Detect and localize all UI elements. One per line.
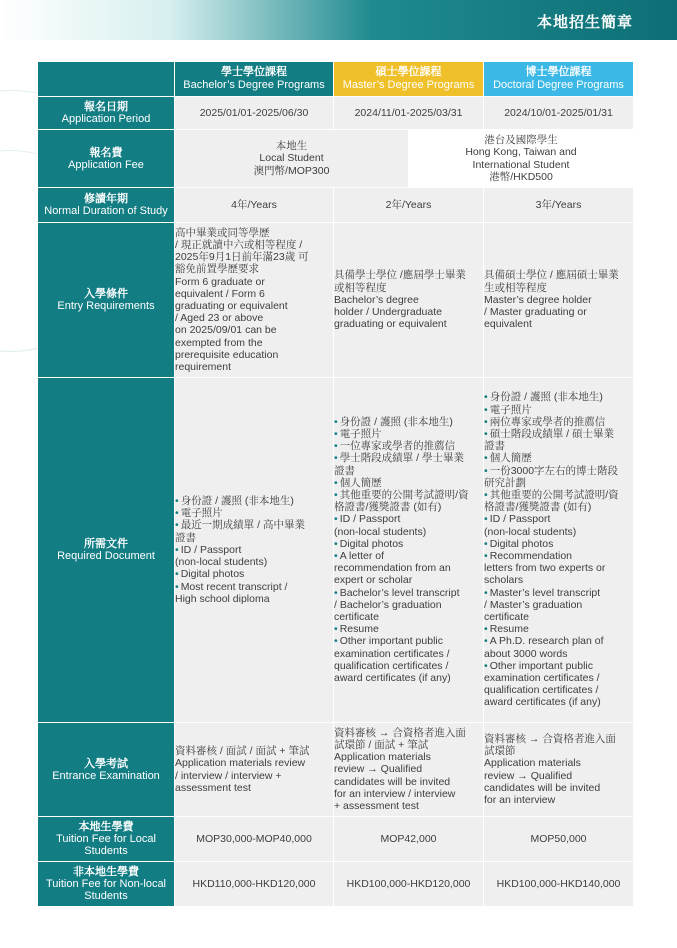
document-item: • 其他重要的公開考試證明/資 bbox=[484, 489, 633, 501]
tuition-local-row bbox=[38, 817, 634, 862]
master-exam bbox=[334, 723, 484, 817]
row-header-zh: 入學條件 bbox=[84, 288, 128, 300]
master-tuition-local: MOP42,000 bbox=[334, 817, 484, 862]
document-item: • 身份證 / 護照 (非本地生) bbox=[175, 495, 333, 507]
text-line: Master’s degree holder bbox=[484, 293, 592, 306]
text-line: candidates will be invited bbox=[334, 775, 451, 788]
text-line: Application materials review bbox=[175, 757, 306, 770]
document-item-continuation: (non-local students) bbox=[484, 525, 577, 538]
row-header-en: Entry Requirements bbox=[57, 300, 155, 312]
admission-table bbox=[37, 61, 634, 907]
document-item-continuation: 證書 bbox=[334, 464, 355, 477]
document-item: • 身份證 / 護照 (非本地生) bbox=[334, 416, 483, 428]
entrance-exam-row bbox=[38, 723, 634, 817]
document-item-continuation: (non-local students) bbox=[175, 556, 268, 569]
row-header-zh: 非本地生學費 bbox=[73, 866, 139, 878]
document-item: • 電子照片 bbox=[175, 507, 333, 519]
document-item: • Digital photos bbox=[175, 568, 333, 580]
document-item: • Resume bbox=[334, 623, 483, 635]
doctoral-tuition-local: MOP50,000 bbox=[484, 817, 634, 862]
document-item-continuation: / Bachelor’s graduation bbox=[334, 598, 442, 611]
document-item: • Other important public bbox=[484, 660, 633, 672]
text-line: / 現正就讀中六或相等程度 / bbox=[175, 238, 303, 251]
row-header-en: Application Period bbox=[61, 113, 151, 125]
document-item-continuation: certificate bbox=[334, 611, 379, 624]
row-header-zh: 本地生學費 bbox=[78, 821, 134, 833]
document-item: • Master’s level transcript bbox=[484, 587, 633, 599]
document-item: • Recommendation bbox=[484, 550, 633, 562]
bachelor-title-zh: 學士學位課程 bbox=[221, 66, 287, 78]
text-line: prerequisite education bbox=[175, 348, 279, 361]
document-item: • Bachelor’s level transcript bbox=[334, 587, 483, 599]
document-item-continuation: 格證書/獲獎證書 (如有) bbox=[334, 501, 442, 514]
document-item-continuation: recommendation from an bbox=[334, 562, 451, 575]
page-title: 本地招生簡章 bbox=[536, 14, 633, 31]
bachelor-tuition-nonlocal: HKD110,000-HKD120,000 bbox=[175, 862, 334, 907]
document-item: • 一位專家或學者的推薦信 bbox=[334, 440, 483, 452]
required-documents-row bbox=[38, 378, 634, 723]
master-duration: 2年/Years bbox=[334, 188, 484, 223]
document-item: • 最近一期成績單 / 高中畢業 bbox=[175, 519, 333, 531]
document-item: • Digital photos bbox=[484, 538, 633, 550]
row-header-duration bbox=[38, 188, 175, 223]
document-item-continuation: expert or scholar bbox=[334, 574, 413, 587]
text-line: 2025年9月1日前年滿23歲 可 bbox=[175, 251, 309, 264]
document-item: • 個人簡歷 bbox=[334, 477, 483, 489]
text-line: review → Qualified bbox=[484, 769, 573, 782]
row-header-en: Required Document bbox=[57, 550, 155, 562]
bachelor-exam bbox=[175, 723, 334, 817]
document-item: • 碩士階段成績單 / 碩士畢業 bbox=[484, 428, 633, 440]
document-item: • Most recent transcript / bbox=[175, 581, 333, 593]
text-line: / interview / interview + bbox=[175, 769, 282, 782]
text-line: 高中畢業或同等學歷 bbox=[175, 226, 270, 239]
text-line: graduating or equivalent bbox=[175, 300, 288, 312]
document-item: • Other important public bbox=[334, 635, 483, 647]
fee-line: Hong Kong, Taiwan and bbox=[465, 146, 577, 159]
document-item-continuation: 格證書/獲獎證書 (如有) bbox=[484, 501, 592, 514]
text-line: 資料審核 → 合資格者進入面 bbox=[334, 726, 466, 739]
text-line: 試環節 bbox=[484, 745, 516, 758]
document-item: • ID / Passport bbox=[484, 513, 633, 525]
doctoral-duration: 3年/Years bbox=[484, 188, 634, 223]
row-header-fee bbox=[38, 130, 175, 188]
application-fee-row bbox=[38, 130, 634, 188]
corner-cell bbox=[38, 62, 175, 97]
document-item: • 兩位專家或學者的推薦信 bbox=[484, 416, 633, 428]
text-line: / Aged 23 or above bbox=[175, 312, 264, 325]
text-line: 生或相等程度 bbox=[484, 281, 548, 294]
doctoral-period: 2024/10/01-2025/01/31 bbox=[484, 97, 634, 130]
master-docs bbox=[334, 378, 484, 723]
entry-requirements-row bbox=[38, 223, 634, 378]
text-line: / Master graduating or bbox=[484, 306, 587, 319]
bachelor-entry bbox=[175, 223, 334, 378]
bachelor-docs bbox=[175, 378, 334, 723]
text-line: equivalent / Form 6 bbox=[175, 287, 265, 300]
text-line: graduating or equivalent bbox=[334, 318, 447, 331]
fee-line: Local Student bbox=[259, 152, 324, 165]
text-line: assessment test bbox=[175, 781, 251, 794]
doctoral-header bbox=[484, 62, 634, 97]
document-item: • 電子照片 bbox=[484, 404, 633, 416]
document-item: • ID / Passport bbox=[175, 544, 333, 556]
text-line: 或相等程度 bbox=[334, 281, 387, 294]
row-header-tuition-nonlocal bbox=[38, 862, 175, 907]
document-item-continuation: about 3000 words bbox=[484, 647, 568, 660]
document-item: • A letter of bbox=[334, 550, 483, 562]
row-header-exam bbox=[38, 723, 175, 817]
text-line: Application materials bbox=[484, 757, 581, 770]
row-header-zh: 所需文件 bbox=[84, 538, 128, 550]
row-header-zh: 入學考試 bbox=[84, 757, 128, 770]
duration-row bbox=[38, 188, 634, 223]
text-line: requirement bbox=[175, 361, 232, 374]
document-item-continuation: examination certificates / bbox=[334, 647, 450, 660]
row-header-zh: 報名費 bbox=[89, 146, 123, 159]
doctoral-tuition-nonlocal: HKD100,000-HKD140,000 bbox=[484, 862, 634, 907]
row-header-docs bbox=[38, 378, 175, 723]
program-header-row bbox=[38, 62, 634, 97]
text-line: for an interview bbox=[484, 793, 556, 806]
text-line: 具備學士學位 /應屆學士畢業 bbox=[334, 269, 466, 282]
text-line: Application materials bbox=[334, 751, 431, 764]
row-header-tuition-local bbox=[38, 817, 175, 862]
text-line: 試環節 / 面試 + 筆試 bbox=[334, 738, 429, 751]
document-item-continuation: 證書 bbox=[484, 440, 506, 453]
document-item-continuation: scholars bbox=[484, 574, 524, 587]
doctoral-title-en: Doctoral Degree Programs bbox=[493, 79, 624, 91]
document-item: • 個人簡歷 bbox=[484, 452, 633, 464]
row-header-en: Entrance Examination bbox=[52, 769, 160, 782]
bachelor-tuition-local: MOP30,000-MOP40,000 bbox=[175, 817, 334, 862]
master-entry bbox=[334, 223, 484, 378]
bachelor-title-en: Bachelor’s Degree Programs bbox=[183, 79, 325, 91]
document-item-continuation: letters from two experts or bbox=[484, 562, 606, 575]
text-line: holder / Undergraduate bbox=[334, 306, 442, 319]
document-item-continuation: award certificates (if any) bbox=[334, 672, 451, 685]
row-header-period bbox=[38, 97, 175, 130]
bachelor-header bbox=[175, 62, 334, 97]
page-banner bbox=[0, 0, 677, 40]
doctoral-exam bbox=[484, 723, 634, 817]
fee-line: 澳門幣/MOP300 bbox=[253, 164, 330, 177]
document-item-continuation: (non-local students) bbox=[334, 525, 427, 538]
row-header-en: Normal Duration of Study bbox=[44, 205, 168, 217]
nonlocal-student-fee bbox=[409, 130, 634, 188]
doctoral-docs bbox=[484, 378, 634, 723]
document-item: • 身份證 / 護照 (非本地生) bbox=[484, 391, 633, 403]
master-header bbox=[334, 62, 484, 97]
document-item: • Digital photos bbox=[334, 538, 483, 550]
text-line: exempted from the bbox=[175, 336, 263, 349]
document-item: • 電子照片 bbox=[334, 428, 483, 440]
document-item: • ID / Passport bbox=[334, 513, 483, 525]
document-item-continuation: / Master’s graduation bbox=[484, 598, 583, 611]
row-header-en: Tuition Fee for Non-local Students bbox=[45, 878, 167, 902]
document-item-continuation: High school diploma bbox=[175, 592, 270, 605]
master-title-en: Master’s Degree Programs bbox=[342, 79, 475, 91]
fee-line: 港幣/HKD500 bbox=[489, 170, 553, 183]
document-item: • 學士階段成績單 / 學士畢業 bbox=[334, 452, 483, 464]
document-item: • A Ph.D. research plan of bbox=[484, 635, 633, 647]
text-line: Bachelor’s degree bbox=[334, 293, 419, 306]
fee-line: 本地生 bbox=[275, 140, 308, 153]
text-line: Form 6 graduate or bbox=[175, 275, 265, 288]
text-line: 豁免前置學歷要求 bbox=[175, 263, 259, 276]
local-student-fee bbox=[175, 130, 409, 188]
document-item-continuation: examination certificates / bbox=[484, 672, 600, 685]
text-line: candidates will be invited bbox=[484, 781, 601, 794]
document-item: • 其他重要的公開考試證明/資 bbox=[334, 489, 483, 501]
row-header-zh: 報名日期 bbox=[84, 101, 128, 113]
text-line: + assessment test bbox=[334, 800, 419, 812]
master-tuition-nonlocal: HKD100,000-HKD120,000 bbox=[334, 862, 484, 907]
fee-line: 港台及國際學生 bbox=[484, 134, 558, 147]
text-line: 具備碩士學位 / 應屆碩士畢業 bbox=[484, 269, 619, 282]
document-item-continuation: qualification certificates / bbox=[484, 684, 599, 697]
document-item: • Resume bbox=[484, 623, 633, 635]
row-header-en: Tuition Fee for Local Students bbox=[56, 833, 156, 857]
doctoral-title-zh: 博士學位課程 bbox=[525, 66, 592, 78]
fee-line: International Student bbox=[472, 158, 570, 171]
doctoral-entry bbox=[484, 223, 634, 378]
application-period-row bbox=[38, 97, 634, 130]
document-item-continuation: 研究計劃 bbox=[484, 476, 527, 489]
document-item-continuation: certificate bbox=[484, 611, 529, 624]
document-item-continuation: 證書 bbox=[175, 531, 196, 544]
tuition-nonlocal-row bbox=[38, 862, 634, 907]
text-line: 資料審核 → 合資格者進入面 bbox=[484, 732, 616, 745]
row-header-en: Application Fee bbox=[68, 158, 144, 171]
text-line: on 2025/09/01 can be bbox=[175, 324, 277, 337]
text-line: 資料審核 / 面試 / 面試 + 筆試 bbox=[175, 745, 310, 758]
text-line: equivalent bbox=[484, 318, 532, 331]
master-title-zh: 碩士學位課程 bbox=[375, 66, 442, 78]
bachelor-period: 2025/01/01-2025/06/30 bbox=[175, 97, 334, 130]
document-item: • 一份3000字左右的博士階段 bbox=[484, 465, 633, 477]
document-item-continuation: qualification certificates / bbox=[334, 659, 449, 672]
document-item-continuation: award certificates (if any) bbox=[484, 696, 601, 709]
bachelor-duration: 4年/Years bbox=[175, 188, 334, 223]
text-line: for an interview / interview bbox=[334, 787, 456, 800]
row-header-entry bbox=[38, 223, 175, 378]
text-line: review → Qualified bbox=[334, 763, 423, 776]
row-header-zh: 修讀年期 bbox=[84, 193, 128, 205]
master-period: 2024/11/01-2025/03/31 bbox=[334, 97, 484, 130]
